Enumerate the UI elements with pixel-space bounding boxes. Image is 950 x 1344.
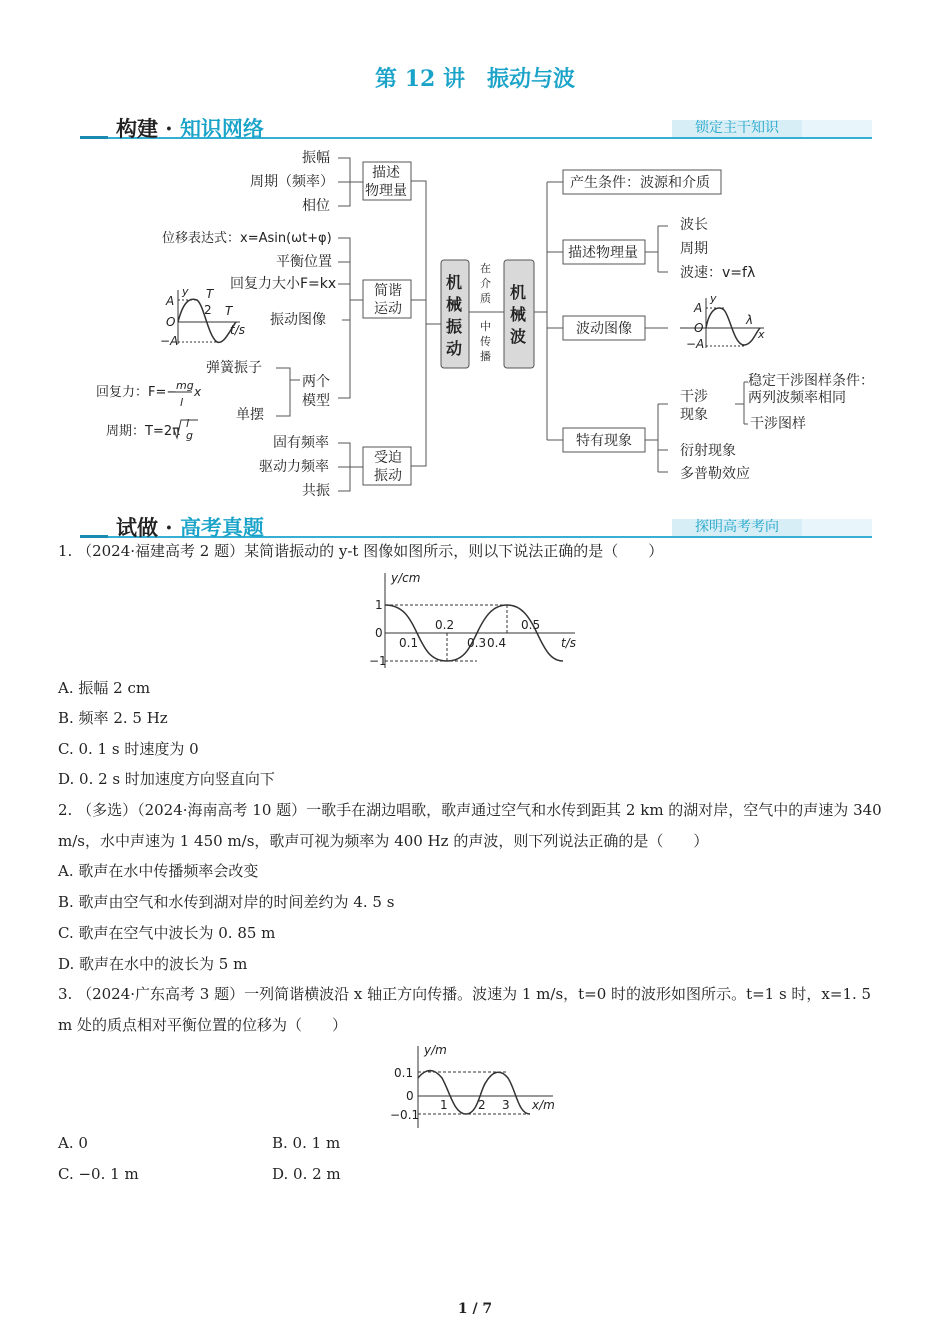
q1-option-c: C. 0. 1 s 时速度为 0 [58, 740, 199, 758]
section-header-exam [80, 514, 872, 538]
mm-describe-box-2: 物理量 [365, 183, 407, 199]
chart1-ytick-neg1: −1 [369, 654, 387, 668]
svg-text:T: T [206, 287, 214, 301]
mm-models-box-2: 模型 [302, 393, 330, 409]
svg-text:x: x [758, 328, 765, 341]
mm-interference-cond2: 两列波频率相同 [748, 390, 846, 406]
question-3-stem: 3. （2024·广东高考 3 题）一列简谐横波沿 x 轴正方向传播。波速为 1 m/s，t=0 时的波形如图所示。t=1 s 时，x=1. 5 m 处的质点相对平衡位置的位移为（ ） [58, 985, 872, 1034]
page-title: 第 12 讲 振动与波 [375, 66, 575, 92]
mm-shm-box-2: 运动 [374, 301, 402, 317]
svg-text:中: 中 [480, 320, 491, 333]
svg-text:介: 介 [480, 277, 491, 290]
question-3-chart [388, 1042, 568, 1132]
q2-option-a: A. 歌声在水中传播频率会改变 [58, 862, 259, 880]
mm-wave-graph-box: 波动图像 [576, 321, 632, 337]
mm-pendulum: 单摆 [236, 407, 264, 423]
q2-option-c: C. 歌声在空气中波长为 0. 85 m [58, 924, 276, 942]
mm-natural-freq: 固有频率 [273, 435, 329, 451]
svg-text:T: T [225, 304, 233, 318]
chart1-ytick-0: 0 [375, 626, 383, 640]
chart2-ylabel: y/m [424, 1043, 447, 1057]
chart1-xlabel: t/s [561, 636, 576, 650]
mm-shm-box-1: 简谐 [374, 283, 402, 299]
svg-text:y: y [182, 285, 189, 298]
question-2-stem: 2. （多选）（2024·海南高考 10 题）一歌手在湖边唱歌，歌声通过空气和水传到距其 2 km 的湖对岸，空气中的声速为 340 m/s，水中声速为 1 450 m/s，歌声可视为频率为 400 Hz 的声波，则下列说法正确的是（ ） [58, 801, 882, 850]
svg-text:在: 在 [480, 262, 491, 275]
question-1-stem: 1. （2024·福建高考 2 题）某简谐振动的 y-t 图像如图所示，则以下说法正确的是（ ） [58, 542, 664, 560]
chart2-xlabel: x/m [532, 1098, 555, 1112]
svg-text:A: A [694, 301, 703, 315]
mm-diffraction: 衍射现象 [680, 443, 736, 459]
svg-text:械: 械 [510, 305, 527, 324]
svg-text:−A: −A [686, 337, 705, 351]
mm-special-box: 特有现象 [576, 433, 632, 449]
chart2-ytick-pos: 0.1 [394, 1066, 414, 1080]
mm-restoring-force: 回复力：F=− [96, 385, 178, 400]
q3-option-d: D. 0. 2 m [272, 1165, 341, 1183]
mm-wave-speed: 波速：v=fλ [680, 265, 756, 281]
svg-text:l: l [186, 417, 190, 430]
mm-models-box-1: 两个 [302, 374, 330, 390]
svg-text:械: 械 [446, 295, 463, 314]
svg-text:波: 波 [510, 327, 527, 346]
svg-text:质: 质 [480, 292, 491, 305]
svg-text:x: x [194, 385, 202, 399]
mm-describe-box-1: 描述 [372, 165, 400, 181]
mm-wave-describe-box: 描述物理量 [568, 245, 638, 261]
svg-text:l: l [180, 396, 184, 409]
svg-text:t/s: t/s [230, 323, 245, 337]
q3-option-a: A. 0 [58, 1134, 88, 1152]
mm-pendulum-period: 周期：T=2π [106, 424, 180, 439]
mm-describe-phase: 相位 [302, 198, 330, 214]
mm-interference-pattern: 干涉图样 [750, 416, 806, 432]
section-header-knowledge [80, 115, 872, 139]
chart2-tick-3: 3 [502, 1098, 510, 1112]
section-tag: 锁定主干知识 [672, 120, 802, 137]
chart1-tick-0.2: 0.2 [435, 618, 455, 632]
mm-forced-box-1: 受迫 [374, 450, 402, 466]
svg-text:O: O [694, 321, 704, 335]
svg-text:播: 播 [480, 350, 491, 363]
svg-text:O: O [166, 315, 176, 329]
svg-text:−A: −A [160, 334, 179, 348]
page-number: 1 / 7 [457, 1301, 493, 1317]
q1-option-d: D. 0. 2 s 时加速度方向竖直向下 [58, 770, 275, 788]
mm-shm-graph: 振动图像 [270, 312, 326, 328]
section-label: 试做 · 高考真题 [116, 515, 264, 540]
chart1-tick-0.4: 0.4 [487, 636, 507, 650]
mm-center-right-1: 机 [510, 283, 527, 302]
mm-doppler: 多普勒效应 [680, 466, 750, 482]
q3-option-b: B. 0. 1 m [272, 1134, 341, 1152]
svg-text:A: A [166, 294, 175, 308]
svg-text:动: 动 [446, 339, 463, 358]
chart1-ylabel: y/cm [391, 571, 421, 585]
q2-option-d: D. 歌声在水中的波长为 5 m [58, 955, 248, 973]
mm-forced-box-2: 振动 [374, 468, 402, 484]
mm-resonance: 共振 [302, 483, 330, 499]
chart2-ytick-0: 0 [406, 1089, 414, 1103]
svg-text:振: 振 [446, 317, 463, 336]
svg-text:传: 传 [480, 335, 491, 348]
chart1-tick-0.1: 0.1 [399, 636, 419, 650]
mm-describe-amp: 振幅 [302, 150, 330, 166]
mm-shm-expr: 位移表达式：x=Asin(ωt+φ) [162, 231, 332, 246]
q3-option-c: C. −0. 1 m [58, 1165, 139, 1183]
chart1-ytick-1: 1 [375, 598, 383, 612]
svg-text:现象: 现象 [680, 407, 708, 423]
chart1-tick-0.5: 0.5 [521, 618, 541, 632]
knowledge-mindmap [80, 140, 880, 510]
mm-interference-cond: 稳定干涉图样条件： [748, 373, 874, 389]
q1-option-a: A. 振幅 2 cm [58, 679, 151, 697]
chart2-tick-1: 1 [440, 1098, 448, 1112]
q1-option-b: B. 频率 2. 5 Hz [58, 709, 168, 727]
mm-wave-cond: 产生条件：波源和介质 [570, 175, 710, 191]
chart1-tick-0.3: 0.3 [467, 636, 487, 650]
svg-text:g: g [186, 429, 193, 442]
svg-text:λ: λ [746, 313, 754, 327]
question-1-chart [355, 568, 585, 672]
mm-describe-period: 周期（频率） [250, 174, 334, 190]
svg-text:y: y [710, 292, 717, 305]
chart2-tick-2: 2 [478, 1098, 486, 1112]
chart2-ytick-neg: −0.1 [390, 1108, 420, 1122]
svg-text:mg: mg [176, 379, 194, 392]
q2-option-b: B. 歌声由空气和水传到湖对岸的时间差约为 4. 5 s [58, 893, 395, 911]
section-tag: 探明高考考向 [672, 519, 802, 536]
mm-driving-freq: 驱动力频率 [259, 459, 329, 475]
mm-period: 周期 [680, 241, 708, 257]
mm-wavelength: 波长 [680, 217, 708, 233]
mm-center-left-1: 机 [446, 273, 463, 292]
mm-shm-force: 回复力大小F=kx [230, 276, 337, 292]
svg-text:干涉: 干涉 [680, 389, 708, 405]
section-label: 构建 · 知识网络 [116, 116, 264, 141]
mm-shm-eq: 平衡位置 [276, 254, 332, 270]
mm-spring: 弹簧振子 [206, 360, 262, 376]
svg-text:2: 2 [204, 303, 212, 317]
